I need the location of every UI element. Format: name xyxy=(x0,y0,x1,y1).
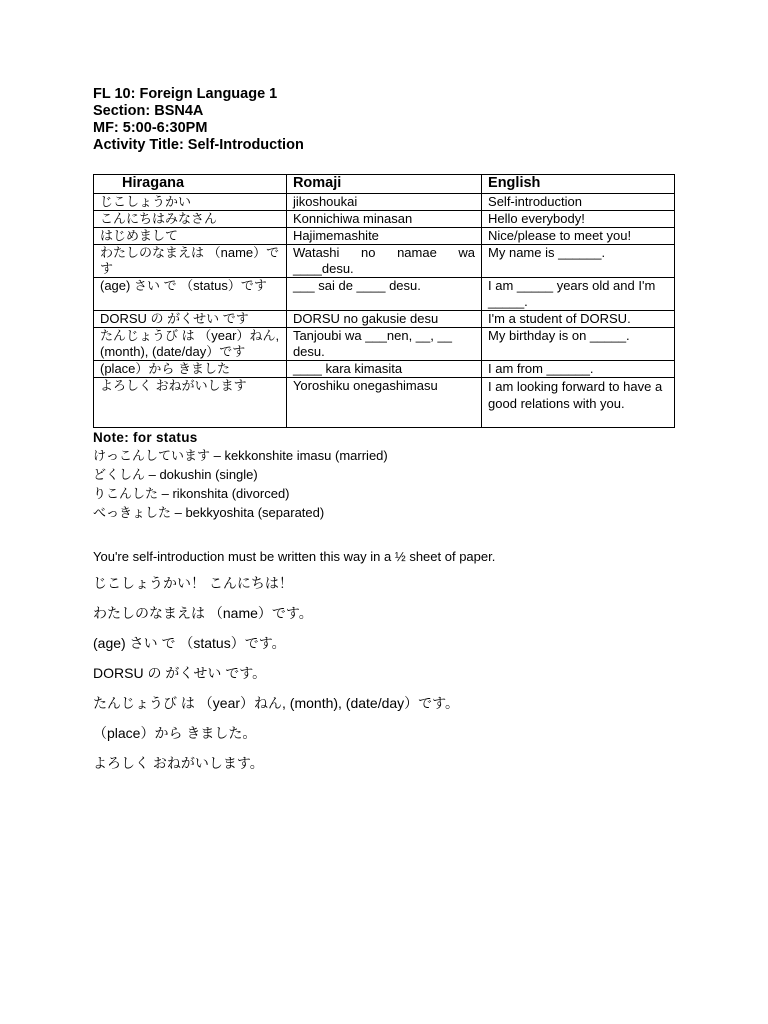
document-page xyxy=(93,86,675,772)
cell-romaji: Konnichiwa minasan xyxy=(286,211,481,228)
cell-english: My name is ______. xyxy=(482,245,675,278)
table-row xyxy=(94,228,675,245)
cell-hiragana: (age) さい で （status）です xyxy=(94,278,287,311)
cell-english: Self-introduction xyxy=(482,194,675,211)
note-item-separated: べっきょした – bekkyoshita (separated) xyxy=(93,505,325,520)
sample-line: (age) さい で （status）です。 xyxy=(93,635,286,651)
cell-romaji: Watashi no namae wa ____desu. xyxy=(286,245,481,278)
cell-english: My birthday is on _____. xyxy=(482,328,675,361)
table-row xyxy=(94,194,675,211)
note-item-married: けっこんしています – kekkonshite imasu (married) xyxy=(93,448,388,463)
cell-romaji: ___ sai de ____ desu. xyxy=(286,278,481,311)
section-line: Section: BSN4A xyxy=(93,103,204,119)
cell-romaji: DORSU no gakusie desu xyxy=(286,311,481,328)
cell-hiragana: わたしのなまえは （name）です xyxy=(94,245,287,278)
table-row xyxy=(94,245,675,278)
cell-english: I am from ______. xyxy=(482,361,675,378)
sample-line: （place）から きました。 xyxy=(93,725,257,741)
cell-hiragana: こんにちはみなさん xyxy=(94,211,287,228)
activity-title: Activity Title: Self-Introduction xyxy=(93,137,304,153)
sample-line: DORSU の がくせい です。 xyxy=(93,665,267,681)
note-title: Note: for status xyxy=(93,430,198,445)
table-header-row xyxy=(94,175,675,194)
cell-hiragana: はじめまして xyxy=(94,228,287,245)
header-english: English xyxy=(482,175,675,194)
sample-line: じこしょうかい！ こんにちは！ xyxy=(93,575,293,591)
note-item-divorced: りこんした – rikonshita (divorced) xyxy=(93,486,290,501)
header-hiragana: Hiragana xyxy=(94,175,287,194)
table-row xyxy=(94,211,675,228)
cell-romaji: Yoroshiku onegashimasu xyxy=(286,378,481,428)
table-row xyxy=(94,361,675,378)
sample-line: よろしく おねがいします。 xyxy=(93,755,264,771)
table-row xyxy=(94,328,675,361)
cell-hiragana: DORSU の がくせい です xyxy=(94,311,287,328)
instruction-text: You're self-introduction must be written this way in a ½ sheet of paper. xyxy=(93,549,496,564)
cell-romaji: Hajimemashite xyxy=(286,228,481,245)
cell-english: I am _____ years old and I'm _____. xyxy=(482,278,675,311)
sample-line: たんじょうび は （year）ねん, (month), (date/day）です。 xyxy=(93,695,460,711)
sample-line: わたしのなまえは （name）です。 xyxy=(93,605,313,621)
schedule-line: MF: 5:00-6:30PM xyxy=(93,120,208,136)
table-row xyxy=(94,378,675,428)
cell-english: I'm a student of DORSU. xyxy=(482,311,675,328)
cell-hiragana: (place）から きました xyxy=(94,361,287,378)
document-header xyxy=(93,86,675,154)
cell-romaji: ____ kara kimasita xyxy=(286,361,481,378)
cell-english: I am looking forward to have a good relations with you. xyxy=(482,378,675,428)
table-row xyxy=(94,311,675,328)
cell-english: Nice/please to meet you! xyxy=(482,228,675,245)
table-row xyxy=(94,278,675,311)
cell-english: Hello everybody! xyxy=(482,211,675,228)
cell-hiragana: たんじょうび は （year）ねん, (month), (date/day）です xyxy=(94,328,287,361)
cell-hiragana: よろしく おねがいします xyxy=(94,378,287,428)
header-romaji: Romaji xyxy=(286,175,481,194)
cell-romaji: jikoshoukai xyxy=(286,194,481,211)
phrase-table xyxy=(93,174,675,428)
note-item-single: どくしん – dokushin (single) xyxy=(93,467,258,482)
course-title: FL 10: Foreign Language 1 xyxy=(93,86,278,102)
cell-romaji: Tanjoubi wa ___nen, __, __ desu. xyxy=(286,328,481,361)
cell-hiragana: じこしょうかい xyxy=(94,194,287,211)
